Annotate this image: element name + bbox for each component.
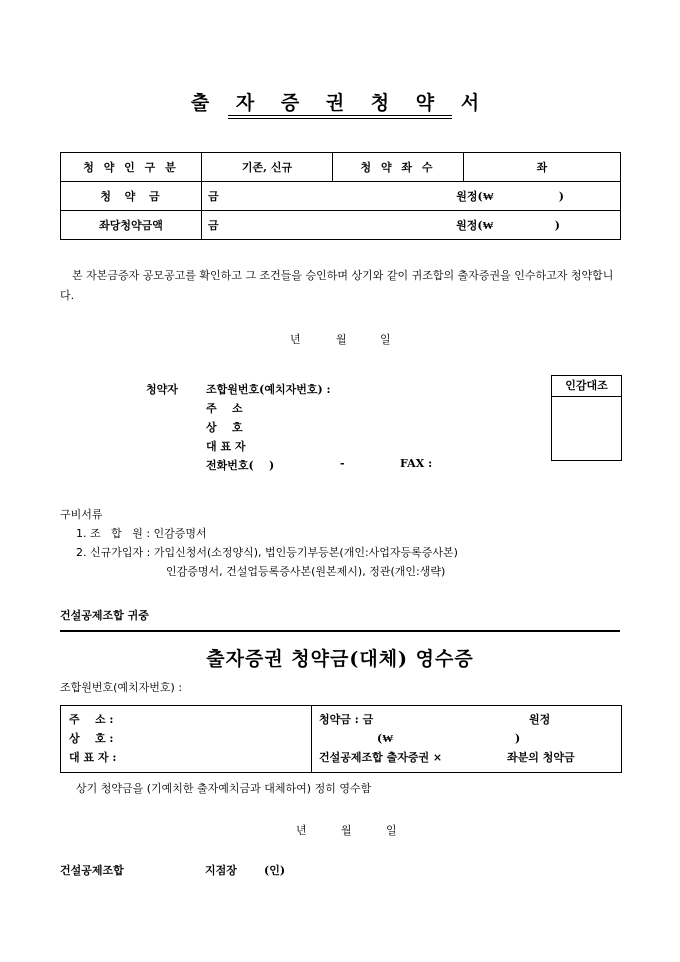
subscriber-type-value[interactable]: 기존, 신규: [202, 153, 333, 182]
documents-item-2-continued: 인감증명서, 건설업등록증사본(원본제시), 정관(개인:생략): [166, 565, 446, 578]
address-field[interactable]: 주 소: [206, 402, 243, 415]
documents-title: 구비서류: [60, 508, 103, 521]
receipt-krw[interactable]: (₩: [377, 732, 394, 745]
amount-label: 청 약 금: [61, 182, 202, 211]
documents-item-2: 2. 신규가입자 : 가입신청서(소정양식), 법인등기부등본(개인:사업자등록증사본): [76, 546, 458, 559]
per-share-value[interactable]: [202, 211, 621, 240]
receipt-shares-suffix: 좌분의 청약금: [507, 751, 575, 764]
per-share-suffix: 원정(₩ ): [456, 219, 560, 232]
seal-box-label: 인감대조: [552, 376, 621, 397]
shares-label: 청 약 좌 수: [333, 153, 464, 182]
receipt-shares[interactable]: 건설공제조합 출자증권 ×: [319, 751, 443, 764]
receipt-left-column: [69, 710, 116, 767]
title-underline-2: [228, 118, 452, 119]
date-day: 일: [380, 333, 391, 346]
receipt-divider: [311, 706, 312, 772]
table-row: [61, 182, 621, 211]
receipt-date-year: 년: [296, 824, 307, 837]
amount-prefix: 금: [208, 190, 219, 203]
table-row: [61, 153, 621, 182]
representative-field[interactable]: 대 표 자: [206, 440, 246, 453]
title-underline: [228, 115, 452, 116]
receipt-right-column: [319, 710, 615, 767]
receipt-date-day: 일: [386, 824, 397, 837]
table-row: [61, 211, 621, 240]
receipt-address[interactable]: 주 소 :: [69, 713, 114, 726]
per-share-prefix: 금: [208, 219, 219, 232]
member-number-field[interactable]: 조합원번호(예치자번호) :: [206, 383, 331, 396]
receipt-amount[interactable]: 청약금 : 금: [319, 713, 374, 726]
receipt-footer-org: 건설공제조합: [60, 864, 124, 877]
cut-line: [60, 630, 620, 632]
receipt-representative[interactable]: 대 표 자 :: [69, 751, 117, 764]
phone-field[interactable]: 전화번호( ): [206, 459, 275, 472]
per-share-label: 좌당청약금액: [61, 211, 202, 240]
documents-item-1: 1. 조 합 원 : 인감증명서: [76, 527, 207, 540]
amount-value[interactable]: [202, 182, 621, 211]
receipt-footer-branch: 지점장: [205, 864, 237, 877]
receipt-box: [60, 705, 622, 773]
receipt-krw-close: ): [515, 732, 521, 745]
receipt-footer-seal: (인): [264, 864, 286, 877]
subscriber-type-label: 청 약 인 구 분: [61, 153, 202, 182]
company-field[interactable]: 상 호: [206, 421, 243, 434]
receipt-company[interactable]: 상 호 :: [69, 732, 114, 745]
recipient: 건설공제조합 귀중: [60, 609, 149, 622]
shares-value[interactable]: 좌: [464, 153, 621, 182]
statement-text: 본 자본금증자 공모공고를 확인하고 그 조건들을 승인하며 상기와 같이 귀조합의 출자증권을 인수하고자 청약합니다.: [60, 269, 614, 302]
receipt-statement: 상기 청약금을 (기예치한 출자예치금과 대체하여) 정히 영수함: [76, 782, 372, 795]
receipt-date-month: 월: [341, 824, 352, 837]
applicant-label: 청약자: [146, 383, 178, 396]
receipt-title: 출자증권 청약금(대체) 영수증: [206, 648, 474, 670]
receipt-member-number[interactable]: 조합원번호(예치자번호) :: [60, 681, 183, 694]
phone-dash: -: [340, 457, 345, 470]
seal-verification-box[interactable]: [551, 375, 622, 461]
date-year: 년: [290, 333, 301, 346]
document-title: 출 자 증 권 청 약 서: [190, 92, 490, 114]
date-month: 월: [336, 333, 347, 346]
amount-suffix: 원정(₩ ): [456, 190, 564, 203]
subscription-table: [60, 152, 621, 240]
receipt-won: 원정: [529, 713, 551, 726]
fax-field[interactable]: FAX :: [400, 457, 433, 470]
